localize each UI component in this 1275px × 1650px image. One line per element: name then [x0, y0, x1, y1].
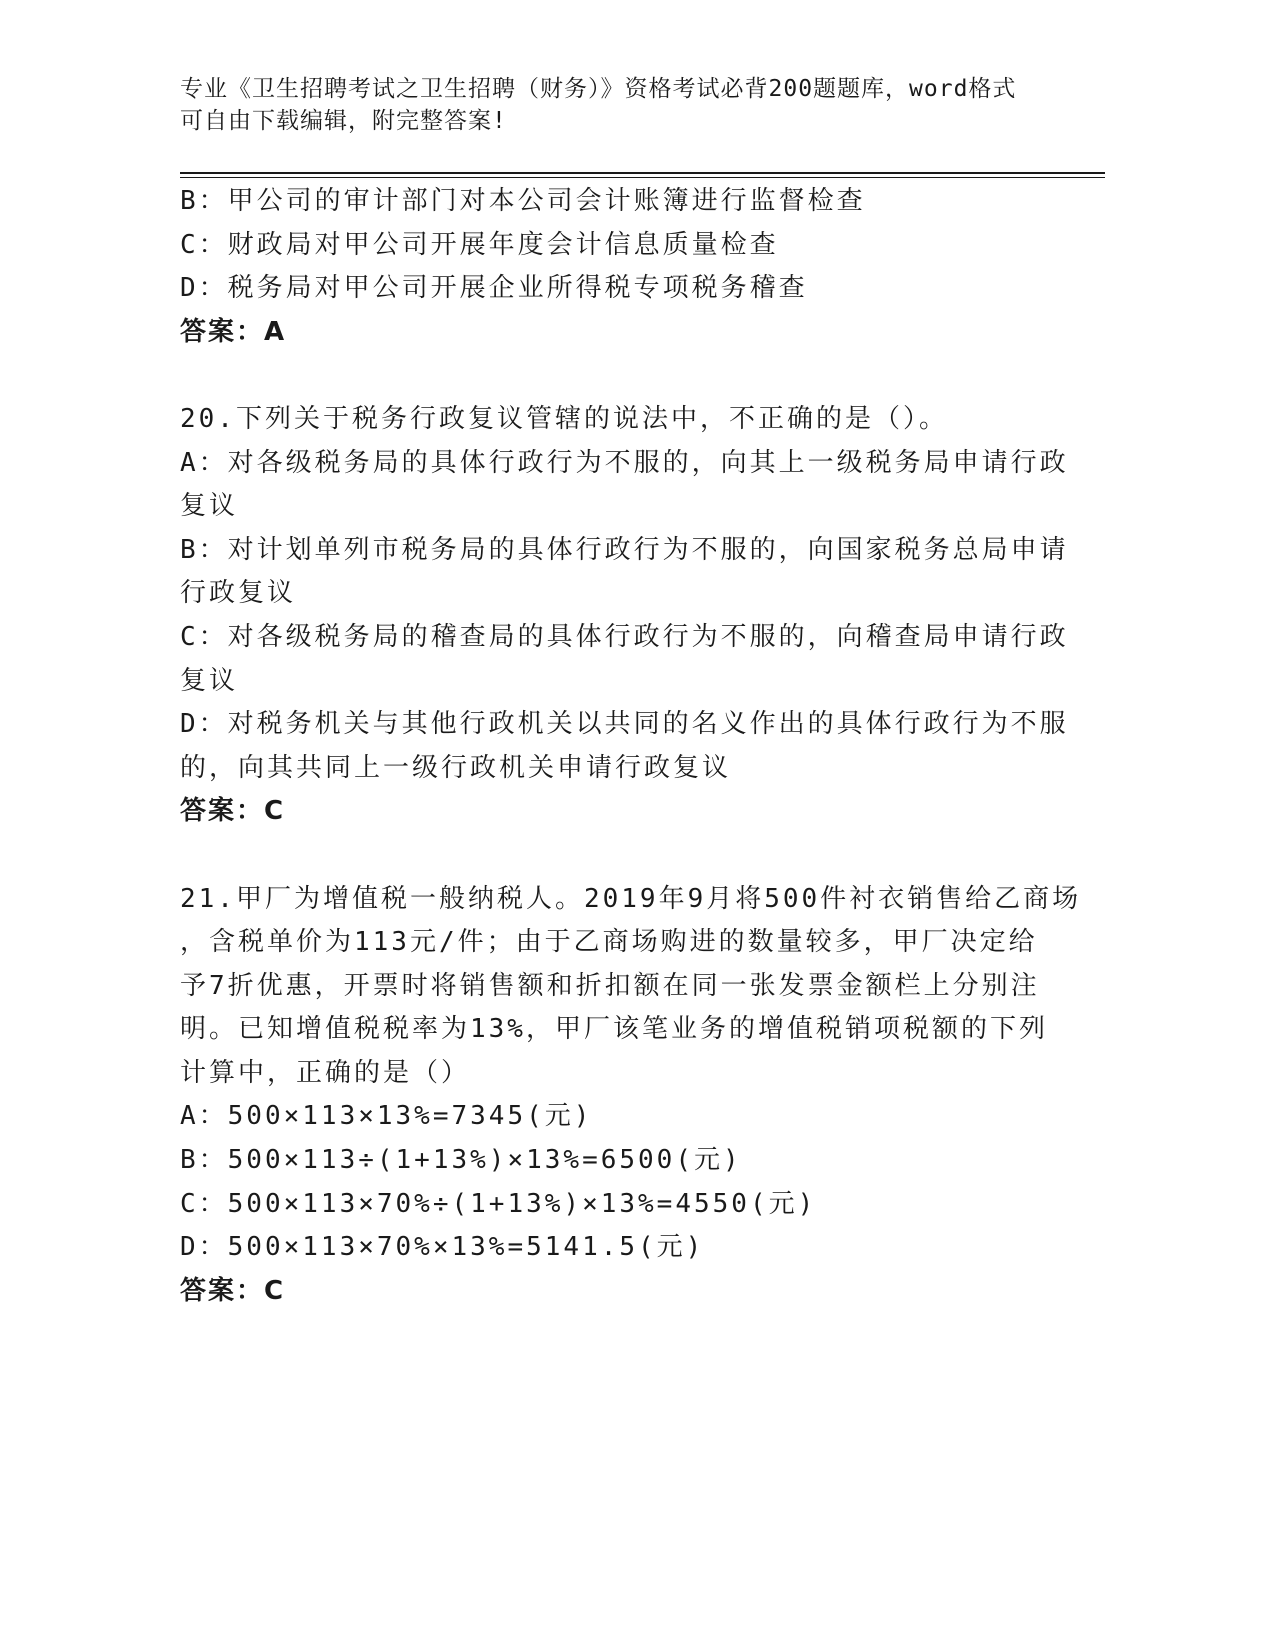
q19-option-b: B：甲公司的审计部门对本公司会计账簿进行监督检查 — [180, 186, 866, 216]
header-divider-thick — [180, 172, 1105, 174]
header-divider-thin — [180, 177, 1105, 178]
q21-stem-line-1: 21.甲厂为增值税一般纳税人。2019年9月将500件衬衣销售给乙商场 — [180, 883, 1082, 914]
q19-answer: 答案：A — [180, 316, 287, 347]
q19-option-d: D：税务局对甲公司开展企业所得税专项税务稽查 — [180, 273, 808, 304]
q21-stem-line-3: 予7折优惠，开票时将销售额和折扣额在同一张发票金额栏上分别注 — [180, 970, 1040, 1001]
q21-option-b: B：500×113÷(1+13%)×13%=6500(元) — [180, 1145, 742, 1176]
document-body — [180, 180, 1082, 1313]
q20-option-b-line-1: B：对计划单列市税务局的具体行政行为不服的，向国家税务总局申请 — [180, 534, 1069, 565]
q20-option-a-line-2: 复议 — [180, 491, 239, 522]
spacer — [180, 354, 1040, 398]
q21-option-d: D：500×113×70%×13%=5141.5(元) — [180, 1232, 705, 1263]
q20-stem: 20.下列关于税务行政复议管辖的说法中，不正确的是（）。 — [180, 403, 948, 434]
q20-option-d-line-1: D：对税务机关与其他行政机关以共同的名义作出的具体行政行为不服 — [180, 709, 1069, 740]
spacer — [180, 834, 1040, 878]
header-line-1: 专业《卫生招聘考试之卫生招聘（财务）》资格考试必背200题题库，word格式 — [180, 76, 1017, 102]
q21-stem-line-4: 明。已知增值税税率为13%，甲厂该笔业务的增值税销项税额的下列 — [180, 1014, 1048, 1045]
question-19 — [180, 180, 1040, 354]
q20-option-b-line-2: 行政复议 — [180, 578, 297, 609]
q20-option-c-line-1: C：对各级税务局的稽查局的具体行政行为不服的，向稽查局申请行政 — [180, 621, 1069, 652]
q19-option-c: C：财政局对甲公司开展年度会计信息质量检查 — [180, 229, 779, 260]
q20-option-c-line-2: 复议 — [180, 665, 239, 696]
q20-option-a-line-1: A：对各级税务局的具体行政行为不服的，向其上一级税务局申请行政 — [180, 447, 1069, 478]
document-header — [180, 73, 1060, 137]
q21-stem-line-2: ，含税单价为113元/件；由于乙商场购进的数量较多，甲厂决定给 — [180, 927, 1038, 958]
q21-stem-line-5: 计算中，正确的是（） — [180, 1057, 471, 1088]
question-20 — [180, 398, 1069, 834]
q21-option-c: C：500×113×70%÷(1+13%)×13%=4550(元) — [180, 1188, 817, 1219]
q21-option-a: A：500×113×13%=7345(元) — [180, 1101, 593, 1132]
question-21 — [180, 878, 1082, 1314]
q21-answer: 答案：C — [180, 1275, 286, 1306]
header-line-2: 可自由下载编辑，附完整答案! — [180, 108, 507, 134]
q20-answer: 答案：C — [180, 796, 286, 827]
q20-option-d-line-2: 的，向其共同上一级行政机关申请行政复议 — [180, 752, 732, 783]
